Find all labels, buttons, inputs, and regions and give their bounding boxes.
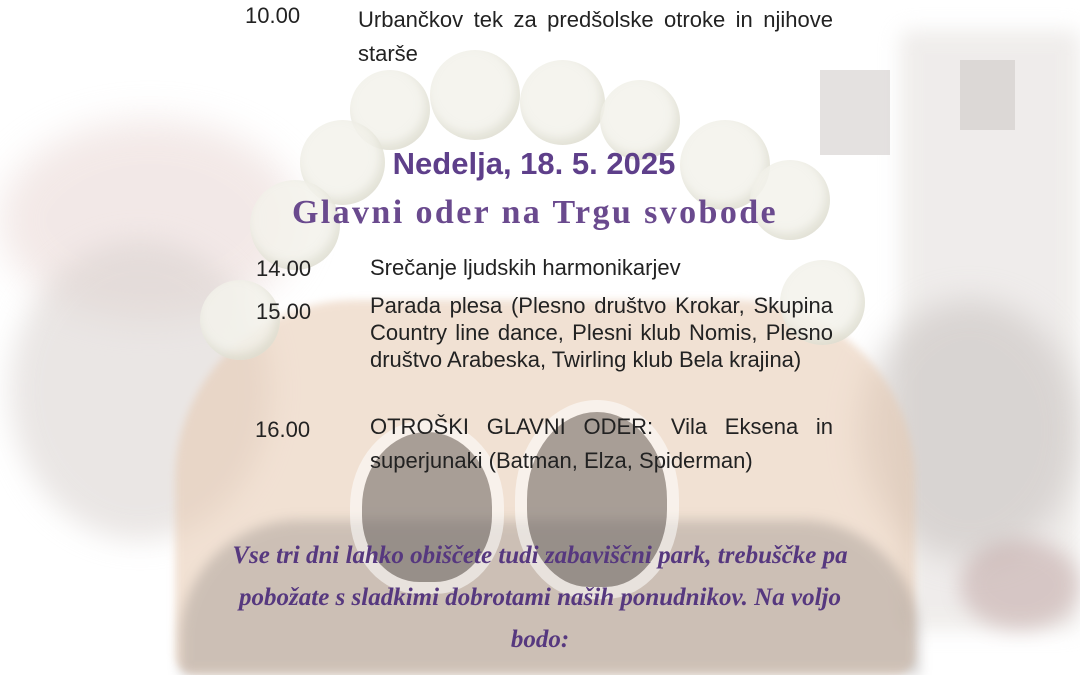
event-time: 10.00 <box>245 3 301 28</box>
closing-note: Vse tri dni lahko obiščete tudi zabaviščni park, trebuščke pa pobožate s sladkimi dobrotami naših ponudnikov. Na voljo bodo: <box>232 542 848 653</box>
event-description: Parada plesa (Plesno društvo Krokar, Skupina Country line dance, Plesni klub Nomis, Plesno društvo Arabeska, Twirling klub Bela krajina) <box>370 293 833 372</box>
event-time: 15.00 <box>256 299 312 324</box>
event-description: Urbančkov tek za predšolske otroke in njihove starše <box>358 7 833 66</box>
event-description: OTROŠKI GLAVNI ODER: Vila Eksena in superjunaki (Batman, Elza, Spiderman) <box>370 414 833 473</box>
event-description: Srečanje ljudskih harmonikarjev <box>370 255 681 280</box>
day-title: Nedelja, 18. 5. 2025 <box>392 146 676 181</box>
event-time: 14.00 <box>256 256 312 281</box>
stage-title: Glavni oder na Trgu svobode <box>291 194 779 231</box>
event-time: 16.00 <box>255 417 311 442</box>
